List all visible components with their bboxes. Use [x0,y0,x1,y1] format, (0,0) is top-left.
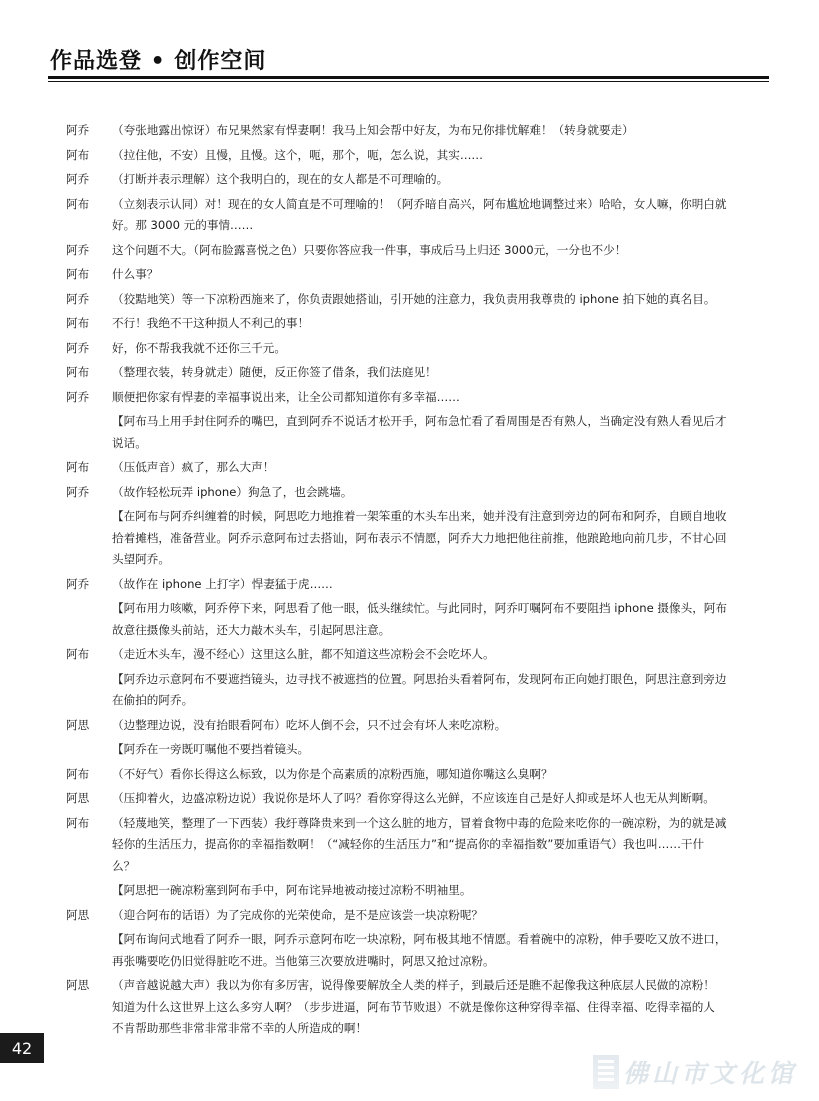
section-title: 作品选登 • 创作空间 [50,49,267,74]
dialogue-line [66,264,766,286]
dialogue-line [66,362,766,384]
speaker-name: 阿布 [66,460,90,474]
dialogue-text: （压低声音）疯了，那么大声！ [112,460,275,474]
dialogue-text: 不行！我绝不干这种损人不利己的事！ [112,316,310,330]
dialogue-text: （不好气）看你长得这么标致，以为你是个高素质的凉粉西施，哪知道你嘴这么臭啊？ [112,766,553,781]
speaker-name: 阿布 [66,766,90,781]
dialogue-text: （夸张地露出惊讶）布兄果然家有悍妻啊！我马上知会帮中好友，为布兄你排忧解难！（转身就要走） [112,123,634,137]
dialogue-line [66,764,766,786]
speaker-name: 阿乔 [66,172,90,186]
dialogue-text: （迎合阿布的话语）为了完成你的光荣使命，是不是应该尝一块凉粉呢？ [112,907,484,922]
dialogue-text: （打断并表示理解）这个我明白的，现在的女人都是不可理喻的。 [112,172,449,186]
page-number: 42 [0,1033,44,1063]
building-logo-icon [593,1055,619,1089]
speaker-name: 阿乔 [66,123,90,137]
speaker-name: 阿布 [66,815,90,830]
stage-direction: 【阿布马上用手封住阿乔的嘴巴，直到阿乔不说话才松开手，阿布急忙看了看周围是否有熟人，当确定没有熟人看见后才 说话。 [112,414,727,450]
watermark-text: 佛山市文化馆 [622,1059,797,1088]
dialogue-line [66,644,766,666]
speaker-name: 阿乔 [66,242,90,257]
dialogue-line [66,813,766,878]
library-watermark [593,1054,797,1090]
dialogue-text: 顺便把你家有悍妻的幸福事说出来，让全公司都知道你有多幸福…… [112,389,460,404]
speaker-name: 阿思 [66,907,90,922]
speaker-name: 阿布 [66,267,90,281]
dialogue-line [66,457,766,479]
dialogue-text: （整理衣装，转身就走）随便，反正你签了借条，我们法庭见！ [112,365,437,379]
dialogue-text: （走近木头车，漫不经心）这里这么脏，都不知道这些凉粉会不会吃坏人。 [112,647,495,661]
speaker-name: 阿思 [66,791,90,805]
dialogue-text: 好，你不帮我我就不还你三千元。 [112,340,286,355]
stage-direction: 【在阿布与阿乔纠缠着的时候，阿思吃力地推着一架笨重的木头车出来，她并没有注意到旁边的阿布和阿乔，自顾自地收 拾着摊档，准备营业。阿乔示意阿布过去搭讪，阿布表示不情愿，阿乔大力地把他往前推，他踉跄地向前几步，不甘心回 头望阿乔。 [112,509,727,566]
dialogue-text: （声音越说越大声）我以为你有多厉害，说得像要解放全人类的样子，到最后还是瞧不起像我这种底层人民做的凉粉！ 知道为什么这世界上这么多穷人啊？（步步进逼，阿布节节败退）不就是像你这种穿得幸福、住得幸福、吃得幸福的人 不肯帮助那些非常非常非常不幸的人所造成的啊！ [112,978,715,1035]
stage-direction: 【阿乔在一旁既叮嘱他不要挡着镜头。 [112,742,310,756]
script-body [66,120,766,1043]
dialogue-line [66,338,766,360]
speaker-name: 阿乔 [66,484,90,499]
dialogue-line [66,289,766,311]
dialogue-line [66,313,766,335]
dialogue-text: 这个问题不大。（阿布脸露喜悦之色）只要你答应我一件事，事成后马上归还 3000元，一分也不少！ [112,242,627,257]
stage-direction: 【阿乔边示意阿布不要遮挡镜头，边寻找不被遮挡的位置。阿思抬头看着阿布，发现阿布正向她打眼色，阿思注意到旁边 在偷拍的阿乔。 [112,671,727,707]
dialogue-line [66,788,766,810]
dialogue-line [66,387,766,409]
speaker-name: 阿布 [66,316,90,330]
dialogue-text: （狡黠地笑）等一下凉粉西施来了，你负责跟她搭讪，引开她的注意力，我负责用我尊贵的 iphone 拍下她的真名目。 [112,291,716,306]
stage-direction: 【阿思把一碗凉粉塞到阿布手中，阿布诧异地被动接过凉粉不明袖里。 [112,883,472,897]
dialogue-line [66,120,766,142]
speaker-name: 阿思 [66,717,90,732]
dialogue-text: （边整理边说，没有抬眼看阿布）吃坏人倒不会，只不过会有坏人来吃凉粉。 [112,717,507,732]
speaker-name: 阿乔 [66,576,90,591]
dialogue-text: （拉住他，不安）且慢，且慢。这个，呃，那个，呃，怎么说，其实…… [112,147,484,162]
dialogue-line [66,975,766,1040]
stage-direction: 【阿布用力咳嗽，阿乔停下来，阿思看了他一眼，低头继续忙。与此同时，阿乔叮嘱阿布不要阻挡 iphone 摄像头，阿布 故意往摄像头前站，还大力敲木头车，引起阿思注意。 [112,601,727,637]
dialogue-line [66,194,766,237]
speaker-name: 阿乔 [66,389,90,404]
dialogue-line [66,482,766,504]
dialogue-text: （压抑着火，边盛凉粉边说）我说你是坏人了吗？看你穿得这么光鲜，不应该连自己是好人抑或是坏人也无从判断啊。 [112,791,715,805]
speaker-name: 阿乔 [66,340,90,355]
dialogue-text: （立刻表示认同）对！现在的女人简直是不可理喻的！（阿乔暗自高兴，阿布尴尬地调整过来）哈哈，女人嘛，你明白就 好。那 3000 元的事情…… [112,196,727,232]
dialogue-line [66,145,766,167]
dialogue-text: 什么事？ [112,267,159,281]
speaker-name: 阿布 [66,647,90,661]
speaker-name: 阿思 [66,978,90,992]
header-rule-thin [48,81,769,82]
dialogue-line [66,240,766,262]
dialogue-line [66,169,766,191]
dialogue-line [66,715,766,737]
speaker-name: 阿布 [66,365,90,379]
speaker-name: 阿布 [66,147,90,162]
dialogue-text: （故作在 iphone 上打字）悍妻猛于虎…… [112,576,333,591]
dialogue-line [66,905,766,927]
stage-direction: 【阿布询问式地看了阿乔一眼，阿乔示意阿布吃一块凉粉，阿布极其地不情愿。看着碗中的凉粉，伸手要吃又放不进口， 再张嘴要吃仍旧觉得脏吃不进。当他第三次要放进嘴时，阿思又抢过凉粉。 [112,932,727,968]
speaker-name: 阿乔 [66,291,90,306]
dialogue-line [66,574,766,596]
speaker-name: 阿布 [66,196,90,211]
header-rule-thick [48,76,769,79]
dialogue-text: （轻蔑地笑，整理了一下西装）我纡尊降贵来到一个这么脏的地方，冒着食物中毒的危险来吃你的一碗凉粉，为的就是减 轻你的生活压力，提高你的幸福指数啊！（“减轻你的生活压力”和“提高你的幸福指数”要加重语气）我也叫……干什 么？ [112,815,727,873]
dialogue-text: （故作轻松玩弄 iphone）狗急了，也会跳墙。 [112,484,353,499]
